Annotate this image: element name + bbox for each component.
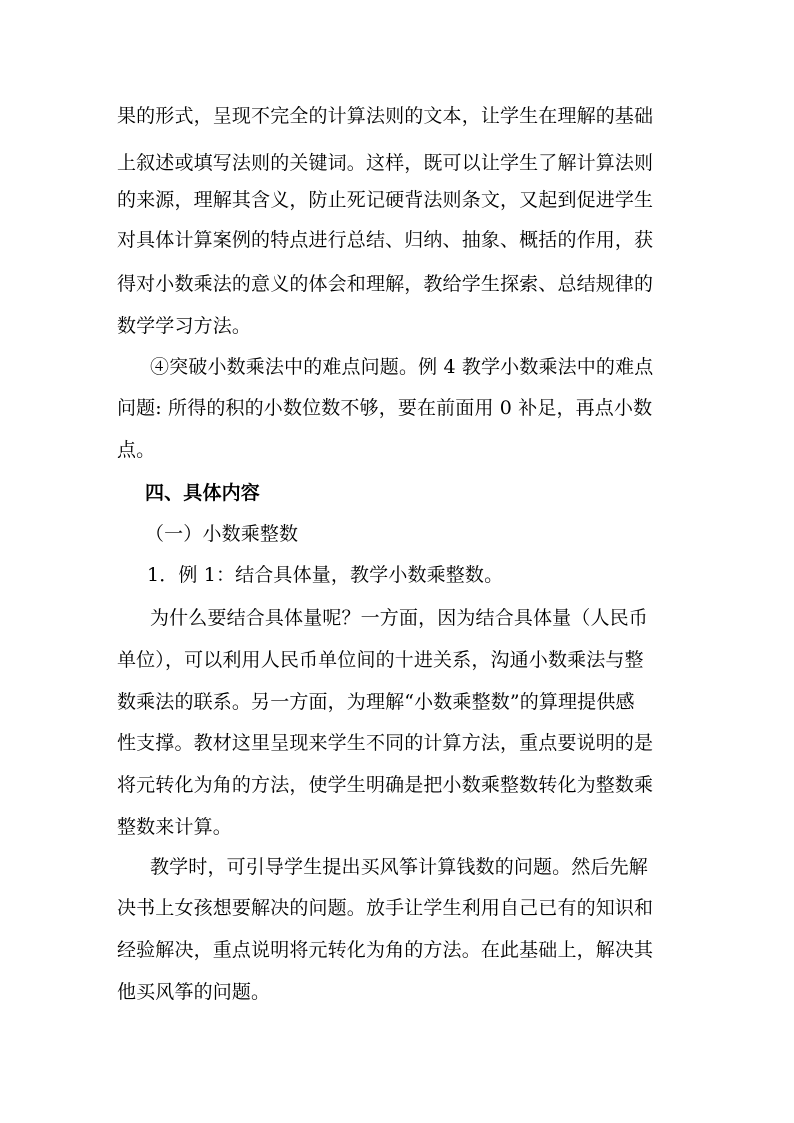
paragraph-line: 数学学习方法。 bbox=[117, 315, 252, 337]
paragraph-line: 单位），可以利用人民币单位间的十进关系，沟通小数乘法与整 bbox=[117, 649, 644, 671]
paragraph-line: 数乘法的联系。另一方面，为理解“小数乘整数”的算理提供感 bbox=[117, 691, 635, 713]
paragraph-line: 决书上女孩想要解决的问题。放手让学生利用自己已有的知识和 bbox=[117, 897, 654, 919]
paragraph-line: 整数来计算。 bbox=[117, 816, 232, 838]
paragraph-line: 经验解决，重点说明将元转化为角的方法。在此基础上，解决其 bbox=[117, 939, 654, 961]
paragraph-line: 为什么要结合具体量呢？一方面，因为结合具体量（人民币 bbox=[150, 607, 648, 629]
subsection-heading: （一）小数乘整数 bbox=[145, 523, 299, 545]
paragraph-line: 性支撑。教材这里呈现来学生不同的计算方法，重点要说明的是 bbox=[117, 732, 654, 754]
paragraph-line: 问题: 所得的积的小数位数不够，要在前面用 0 补足，再点小数 bbox=[117, 397, 653, 419]
paragraph-line: 教学时，可引导学生提出买风筝计算钱数的问题。然后先解 bbox=[150, 856, 648, 878]
paragraph-line: 点。 bbox=[117, 439, 156, 461]
paragraph-line: 对具体计算案例的特点进行总结、归纳、抽象、概括的作用，获 bbox=[117, 229, 654, 251]
paragraph-line: 将元转化为角的方法，使学生明确是把小数乘整数转化为整数乘 bbox=[117, 774, 654, 796]
paragraph-line: 的来源，理解其含义，防止死记硬背法则条文，又起到促进学生 bbox=[117, 189, 654, 211]
section-heading: 四、具体内容 bbox=[145, 482, 260, 504]
example-heading: 1．例 1：结合具体量，教学小数乘整数。 bbox=[147, 564, 504, 586]
paragraph-line: ④突破小数乘法中的难点问题。例 4 教学小数乘法中的难点 bbox=[150, 356, 654, 378]
paragraph-line: 他买风筝的问题。 bbox=[117, 981, 271, 1003]
paragraph-line: 得对小数乘法的意义的体会和理解，教给学生探索、总结规律的 bbox=[117, 273, 654, 295]
paragraph-line: 果的形式，呈现不完全的计算法则的文本，让学生在理解的基础 bbox=[117, 105, 654, 127]
paragraph-line: 上叙述或填写法则的关键词。这样，既可以让学生了解计算法则 bbox=[117, 152, 654, 174]
